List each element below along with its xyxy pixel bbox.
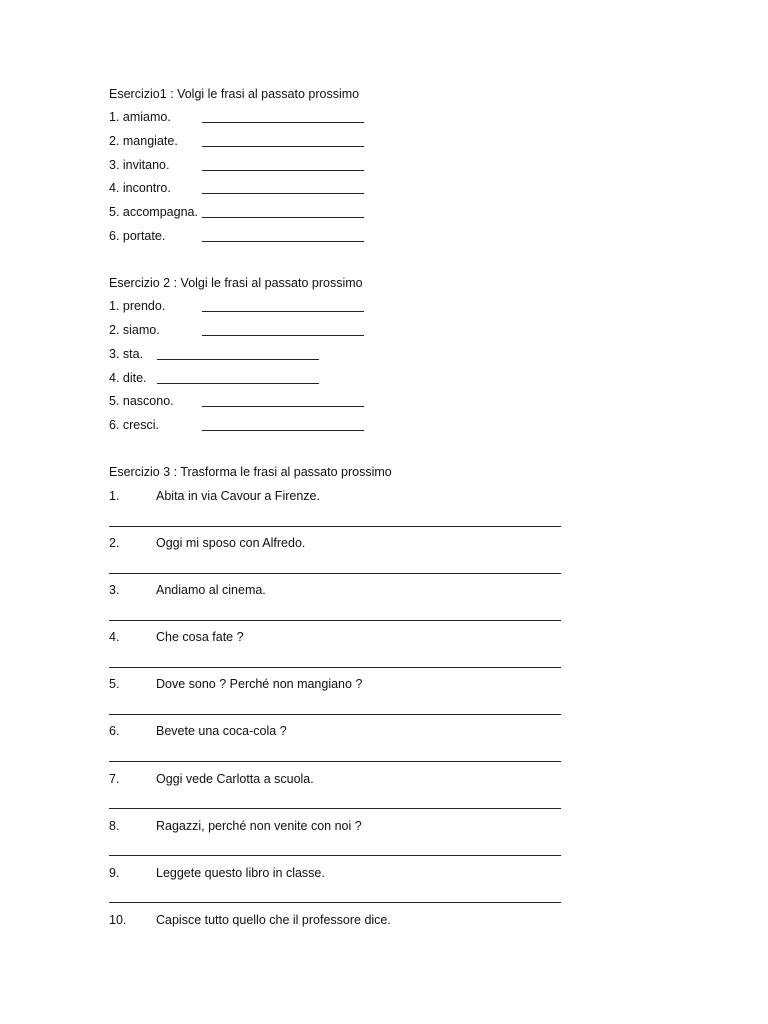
answer-line[interactable] bbox=[109, 620, 561, 621]
exercise3-item-sentence: Capisce tutto quello che il professore dice. bbox=[156, 913, 391, 927]
exercise2-title: Esercizio 2 : Volgi le frasi al passato prossimo bbox=[109, 276, 363, 290]
exercise3-item-number: 6. bbox=[109, 724, 120, 738]
answer-line[interactable] bbox=[109, 526, 561, 527]
exercise2-item-label: 1. prendo. bbox=[109, 299, 166, 313]
answer-blank[interactable] bbox=[202, 430, 364, 431]
exercise1-title: Esercizio1 : Volgi le frasi al passato prossimo bbox=[109, 87, 360, 101]
answer-blank[interactable] bbox=[157, 383, 319, 384]
exercise3-item-number: 3. bbox=[109, 583, 120, 597]
exercise2-item-label: 2. siamo. bbox=[109, 323, 160, 337]
exercise1-item-label: 4. incontro. bbox=[109, 181, 171, 195]
answer-blank[interactable] bbox=[157, 359, 319, 360]
answer-blank[interactable] bbox=[202, 170, 364, 171]
exercise3-item-number: 7. bbox=[109, 772, 120, 786]
answer-line[interactable] bbox=[109, 573, 561, 574]
exercise3-item bbox=[109, 772, 569, 790]
answer-blank[interactable] bbox=[202, 335, 364, 336]
exercise1-item-label: 5. accompagna. bbox=[109, 205, 198, 219]
answer-blank[interactable] bbox=[202, 146, 364, 147]
exercise3-item bbox=[109, 536, 569, 554]
answer-line[interactable] bbox=[109, 808, 561, 809]
exercise1-item-label: 1. amiamo. bbox=[109, 110, 171, 124]
answer-line[interactable] bbox=[109, 855, 561, 856]
exercise3-item bbox=[109, 913, 569, 931]
exercise3-item-sentence: Andiamo al cinema. bbox=[156, 583, 266, 597]
exercise2-item-label: 6. cresci. bbox=[109, 418, 160, 432]
answer-line[interactable] bbox=[109, 714, 561, 715]
exercise3-item-number: 8. bbox=[109, 819, 120, 833]
exercise3-item-sentence: Oggi mi sposo con Alfredo. bbox=[156, 536, 306, 550]
exercise3-item-sentence: Dove sono ? Perché non mangiano ? bbox=[156, 677, 363, 691]
exercise3-item bbox=[109, 630, 569, 648]
exercise3-item bbox=[109, 583, 569, 601]
exercise1-item-label: 3. invitano. bbox=[109, 158, 170, 172]
answer-blank[interactable] bbox=[202, 241, 364, 242]
exercise3-item-sentence: Ragazzi, perché non venite con noi ? bbox=[156, 819, 362, 833]
answer-blank[interactable] bbox=[202, 122, 364, 123]
exercise2-item-label: 3. sta. bbox=[109, 347, 144, 361]
exercise3-item-number: 9. bbox=[109, 866, 120, 880]
exercise3-item-number: 10. bbox=[109, 913, 127, 927]
exercise3-item-number: 2. bbox=[109, 536, 120, 550]
exercise3-item-sentence: Abita in via Cavour a Firenze. bbox=[156, 489, 320, 503]
exercise3-item bbox=[109, 819, 569, 837]
exercise2-item-label: 4. dite. bbox=[109, 371, 147, 385]
exercise2-item-label: 5. nascono. bbox=[109, 394, 174, 408]
exercise3-item-sentence: Bevete una coca-cola ? bbox=[156, 724, 287, 738]
exercise1-item-label: 2. mangiate. bbox=[109, 134, 178, 148]
answer-line[interactable] bbox=[109, 667, 561, 668]
answer-blank[interactable] bbox=[202, 311, 364, 312]
exercise3-item bbox=[109, 866, 569, 884]
exercise3-item bbox=[109, 724, 569, 742]
exercise1-item-label: 6. portate. bbox=[109, 229, 166, 243]
answer-blank[interactable] bbox=[202, 193, 364, 194]
answer-line[interactable] bbox=[109, 902, 561, 903]
exercise3-item-sentence: Oggi vede Carlotta a scuola. bbox=[156, 772, 314, 786]
answer-blank[interactable] bbox=[202, 217, 364, 218]
answer-line[interactable] bbox=[109, 761, 561, 762]
exercise3-item-number: 1. bbox=[109, 489, 120, 503]
exercise3-item-number: 5. bbox=[109, 677, 120, 691]
exercise3-item-sentence: Che cosa fate ? bbox=[156, 630, 244, 644]
answer-blank[interactable] bbox=[202, 406, 364, 407]
exercise3-item bbox=[109, 677, 569, 695]
exercise3-title: Esercizio 3 : Trasforma le frasi al passato prossimo bbox=[109, 465, 392, 479]
exercise3-item-sentence: Leggete questo libro in classe. bbox=[156, 866, 325, 880]
exercise3-item-number: 4. bbox=[109, 630, 120, 644]
exercise3-item bbox=[109, 489, 569, 507]
